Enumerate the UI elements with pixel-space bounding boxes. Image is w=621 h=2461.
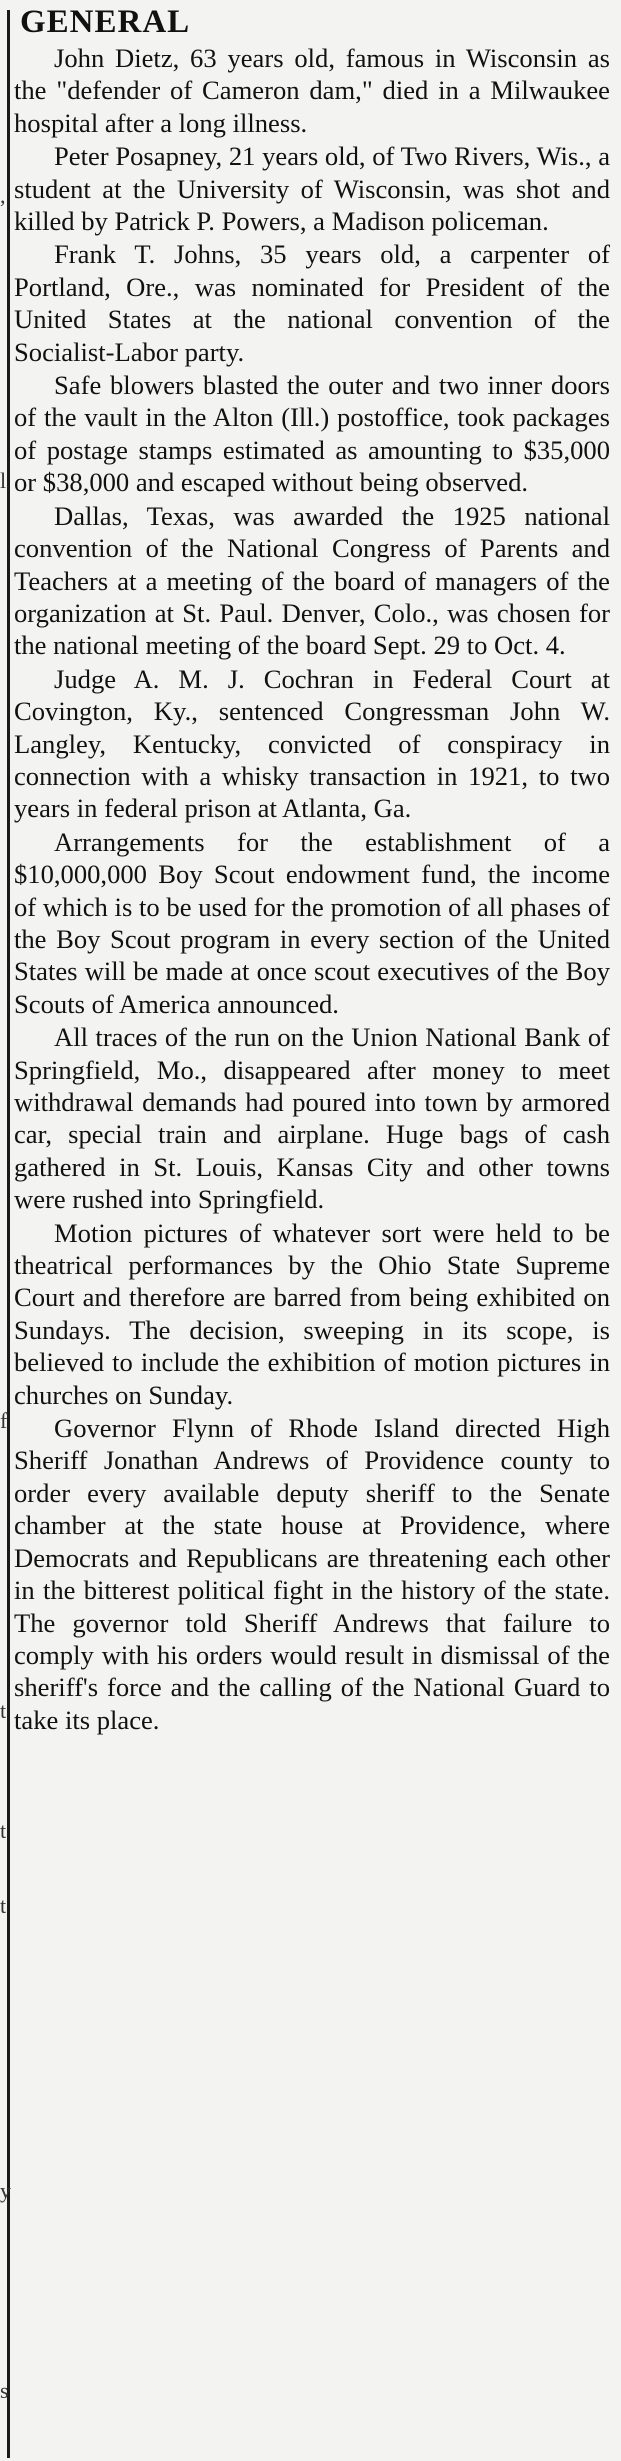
margin-fragment: t xyxy=(0,1698,7,1723)
margin-fragment: l xyxy=(0,468,7,493)
news-item-dallas: Dallas, Texas, was awarded the 1925 national convention of the National Congress of Parents and Teachers at a meeting of the board of managers of the organization at St. Paul. Denver, Colo., was chosen for the national meeting of the board Sept. 29 to Oct. 4. xyxy=(14,500,610,661)
adjacent-column-fragments xyxy=(0,0,11,2461)
section-heading: GENERAL xyxy=(20,4,191,40)
news-item-boy-scouts: Arrangements for the establishment of a $10,000,000 Boy Scout endowment fund, the income of which is to be used for the promotion of all phases of the Boy Scout program in every section of the United States will be made at once scout executives of the Boy Scouts of America announced. xyxy=(14,826,610,1019)
news-item-alton-safe: Safe blowers blasted the outer and two inner doors of the vault in the Alton (Ill.) postoffice, took packages of postage stamps estimated as amounting to $35,000 or $38,000 and escaped without being observed. xyxy=(14,370,610,498)
margin-fragment: t xyxy=(0,1818,7,1843)
margin-fragment: , xyxy=(0,183,6,208)
margin-fragment: s xyxy=(0,2378,9,2403)
margin-fragment: y xyxy=(0,2178,11,2203)
news-item-posapney: Peter Posapney, 21 years old, of Two Rivers, Wis., a student at the University of Wisconsin, was shot and killed by Patrick P. Powers, a Madison policeman. xyxy=(14,141,610,237)
news-item-dietz: John Dietz, 63 years old, famous in Wisconsin as the "defender of Cameron dam," died in a Milwaukee hospital after a long illness. xyxy=(14,43,610,138)
news-item-motion-pictures: Motion pictures of whatever sort were held to be theatrical performances by the Ohio State Supreme Court and therefore are barred from being exhibited on Sundays. The decision, sweeping in its scope, is believed to include the exhibition of motion pictures in churches on Sunday. xyxy=(14,1217,610,1410)
news-item-springfield-bank: All traces of the run on the Union National Bank of Springfield, Mo., disappeared after money to meet withdrawal demands had poured into town by armored car, special train and airplane. Huge bags of cash gathered in St. Louis, Kansas City and other towns were rushed into Springfield. xyxy=(14,1022,610,1215)
news-item-johns: Frank T. Johns, 35 years old, a carpenter of Portland, Ore., was nominated for President of the United States at the national convention of the Socialist-Labor party. xyxy=(14,239,610,367)
news-column xyxy=(14,0,610,1736)
news-item-rhode-island: Governor Flynn of Rhode Island directed High Sheriff Jonathan Andrews of Providence county to order every available deputy sheriff to the Senate chamber at the state house at Providence, where Democrats and Republicans are threatening each other in the bitterest political fight in the history of the state. The governor told Sheriff Andrews that failure to comply with his orders would result in dismissal of the sheriff's force and the calling of the National Guard to take its place. xyxy=(14,1413,610,1735)
margin-fragment: f xyxy=(0,1408,8,1433)
column-rule xyxy=(7,10,10,2458)
margin-fragment: t xyxy=(0,1893,7,1918)
news-item-cochran: Judge A. M. J. Cochran in Federal Court at Covington, Ky., sentenced Congressman John W. Langley, Kentucky, convicted of conspiracy in connection with a whisky transaction in 1921, to two years in federal prison at Atlanta, Ga. xyxy=(14,663,610,824)
